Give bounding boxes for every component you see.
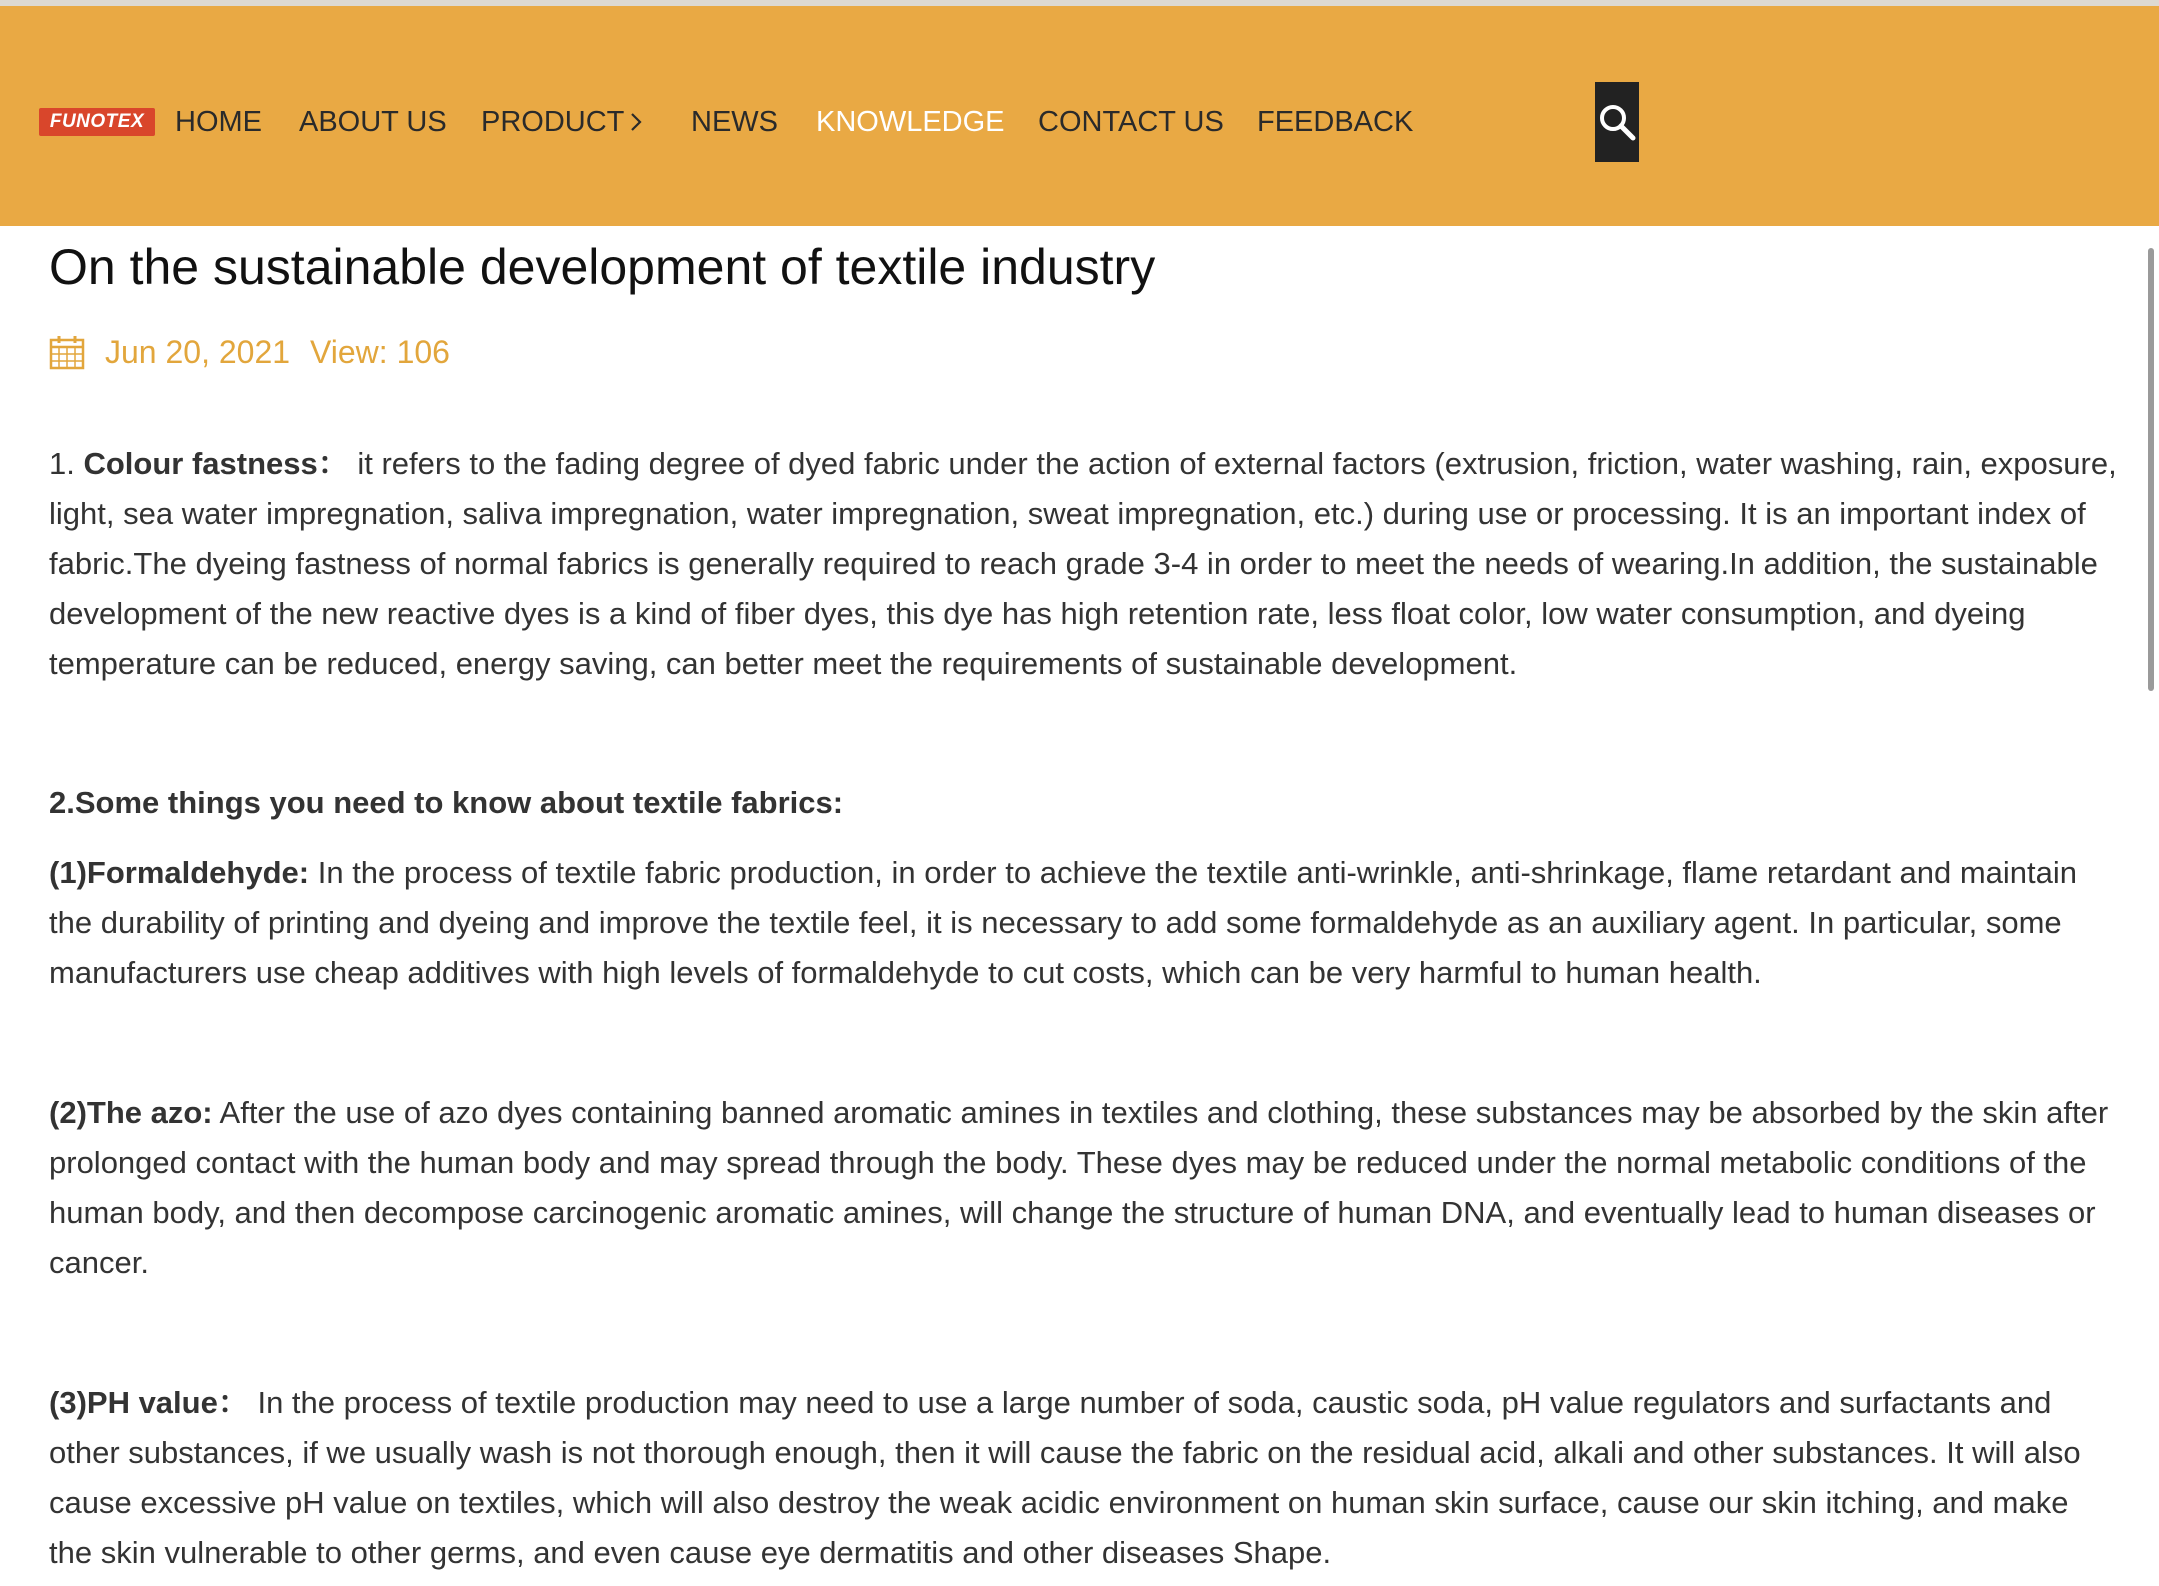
site-header xyxy=(0,6,2159,226)
paragraph-azo xyxy=(49,1088,2119,1288)
scrollbar[interactable] xyxy=(2148,248,2154,691)
nav-product[interactable]: PRODUCT xyxy=(481,106,625,138)
paragraph-ph-value xyxy=(49,1378,2119,1578)
article-date: Jun 20, 2021 xyxy=(105,334,291,370)
nav-contact-us[interactable]: CONTACT US xyxy=(1038,106,1224,138)
logo[interactable]: FUNOTEX xyxy=(39,108,155,136)
paragraph-text: After the use of azo dyes containing banned aromatic amines in textiles and clothing, these substances may be absorbed by the skin after prolonged contact with the human body and may spread through the body. These dyes may be reduced under the normal metabolic conditions of the human body, and then decompose carcinogenic aromatic amines, will change the structure of human DNA, and eventually lead to human diseases or cancer. xyxy=(49,1095,2109,1280)
section-heading: 2.Some things you need to know about textile fabrics: xyxy=(49,785,844,820)
nav-feedback[interactable]: FEEDBACK xyxy=(1257,106,1414,138)
article-views: View: 106 xyxy=(310,334,450,370)
paragraph-text: In the process of textile fabric production, in order to achieve the textile anti-wrinkle, anti-shrinkage, flame retardant and maintain the durability of printing and dyeing and improve the textile feel, it is necessary to add some formaldehyde as an auxiliary agent. In particular, some manufacturers use cheap additives with high levels of formaldehyde to cut costs, which can be very harmful to human health. xyxy=(49,855,2078,990)
paragraph-label: Colour fastness： xyxy=(83,446,349,481)
paragraph-text: it refers to the fading degree of dyed fabric under the action of external factors (extrusion, friction, water washing, rain, exposure, light, sea water impregnation, saliva impregnation, water impregnation, sweat impregnation, etc.) during use or processing. It is an important index of fabric.The dyeing fastness of normal fabrics is generally required to reach grade 3-4 in order to meet the needs of wearing.In addition, the sustainable development of the new reactive dyes is a kind of fiber dyes, this dye has high retention rate, less float color, low water consumption, and dyeing temperature can be reduced, energy saving, can better meet the requirements of sustainable development. xyxy=(49,446,2117,681)
chevron-right-icon[interactable] xyxy=(625,111,647,133)
calendar-icon xyxy=(49,334,85,370)
paragraph-text: In the process of textile production may need to use a large number of soda, caustic soda, pH value regulators and surfactants and other substances, if we usually wash is not thorough enough, then it will cause the fabric on the residual acid, alkali and other substances. It will also cause excessive pH value on textiles, which will also destroy the weak acidic environment on human skin surface, cause our skin itching, and make the skin vulnerable to other germs, and even cause eye dermatitis and other diseases Shape. xyxy=(49,1385,2081,1570)
paragraph-prefix: 1. xyxy=(49,446,84,481)
search-button[interactable] xyxy=(1595,82,1639,162)
paragraph-label: (1)Formaldehyde: xyxy=(49,855,310,890)
nav-home[interactable]: HOME xyxy=(175,106,262,138)
article-title: On the sustainable development of textile industry xyxy=(49,239,1156,295)
paragraph-label: (2)The azo: xyxy=(49,1095,213,1130)
paragraph-colour-fastness xyxy=(49,439,2119,689)
paragraph-label: (3)PH value： xyxy=(49,1385,249,1420)
search-icon xyxy=(1595,100,1639,144)
paragraph-formaldehyde xyxy=(49,848,2119,998)
nav-news[interactable]: NEWS xyxy=(691,106,778,138)
nav-knowledge[interactable]: KNOWLEDGE xyxy=(816,106,1005,138)
nav-about-us[interactable]: ABOUT US xyxy=(299,106,447,138)
